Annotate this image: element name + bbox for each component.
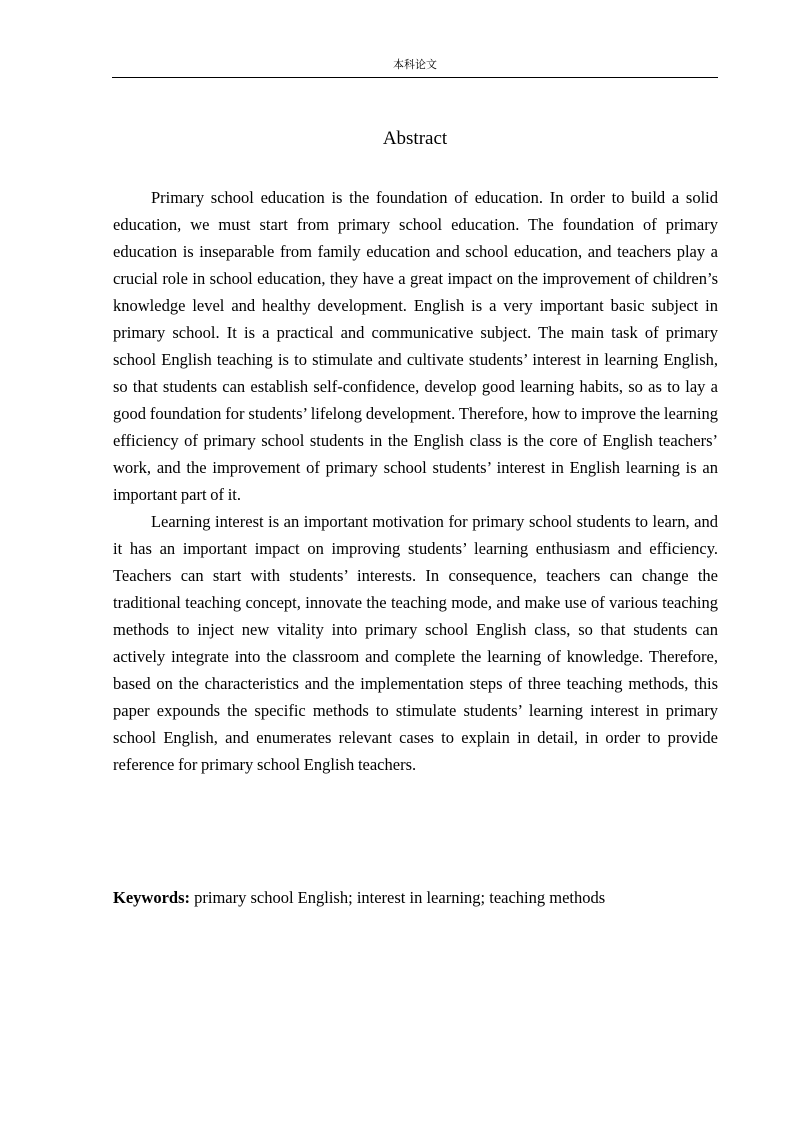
keywords-text: primary school English; interest in learning; teaching methods (194, 888, 606, 907)
header-rule (112, 77, 718, 78)
abstract-body (113, 184, 718, 778)
running-header: 本科论文 (393, 58, 437, 71)
abstract-title: Abstract (382, 128, 448, 149)
abstract-paragraph-1: Primary school education is the foundation of education. In order to build a solid education, we must start from primary school education. The foundation of primary education is inseparable from family education and school education, and teachers play a crucial role in school education, they have a great impact on the improvement of children’s knowledge level and healthy development. English is a very important basic subject in primary school. It is a practical and communicative subject. The main task of primary school English teaching is to stimulate and cultivate students’ interest in learning English, so that students can establish self-confidence, develop good learning habits, so as to lay a good foundation for students’ lifelong development. Therefore, how to improve the learning efficiency of primary school students in the English class is the core of English teachers’ work, and the improvement of primary school students’ interest in English learning is an important part of it. (113, 188, 718, 504)
abstract-paragraph-2: Learning interest is an important motivation for primary school students to learn, and it has an important impact on improving students’ learning enthusiasm and efficiency. Teachers can start with students’ interests. In consequence, teachers can change the traditional teaching concept, innovate the teaching mode, and make use of various teaching methods to inject new vitality into primary school English class, so that students can actively integrate into the classroom and complete the learning of knowledge. Therefore, based on the characteristics and the implementation steps of three teaching methods, this paper expounds the specific methods to stimulate students’ learning interest in primary school English, and enumerates relevant cases to explain in detail, in order to provide reference for primary school English teachers. (113, 512, 718, 774)
keywords-line (113, 884, 718, 911)
keywords-label: Keywords: (113, 888, 190, 907)
